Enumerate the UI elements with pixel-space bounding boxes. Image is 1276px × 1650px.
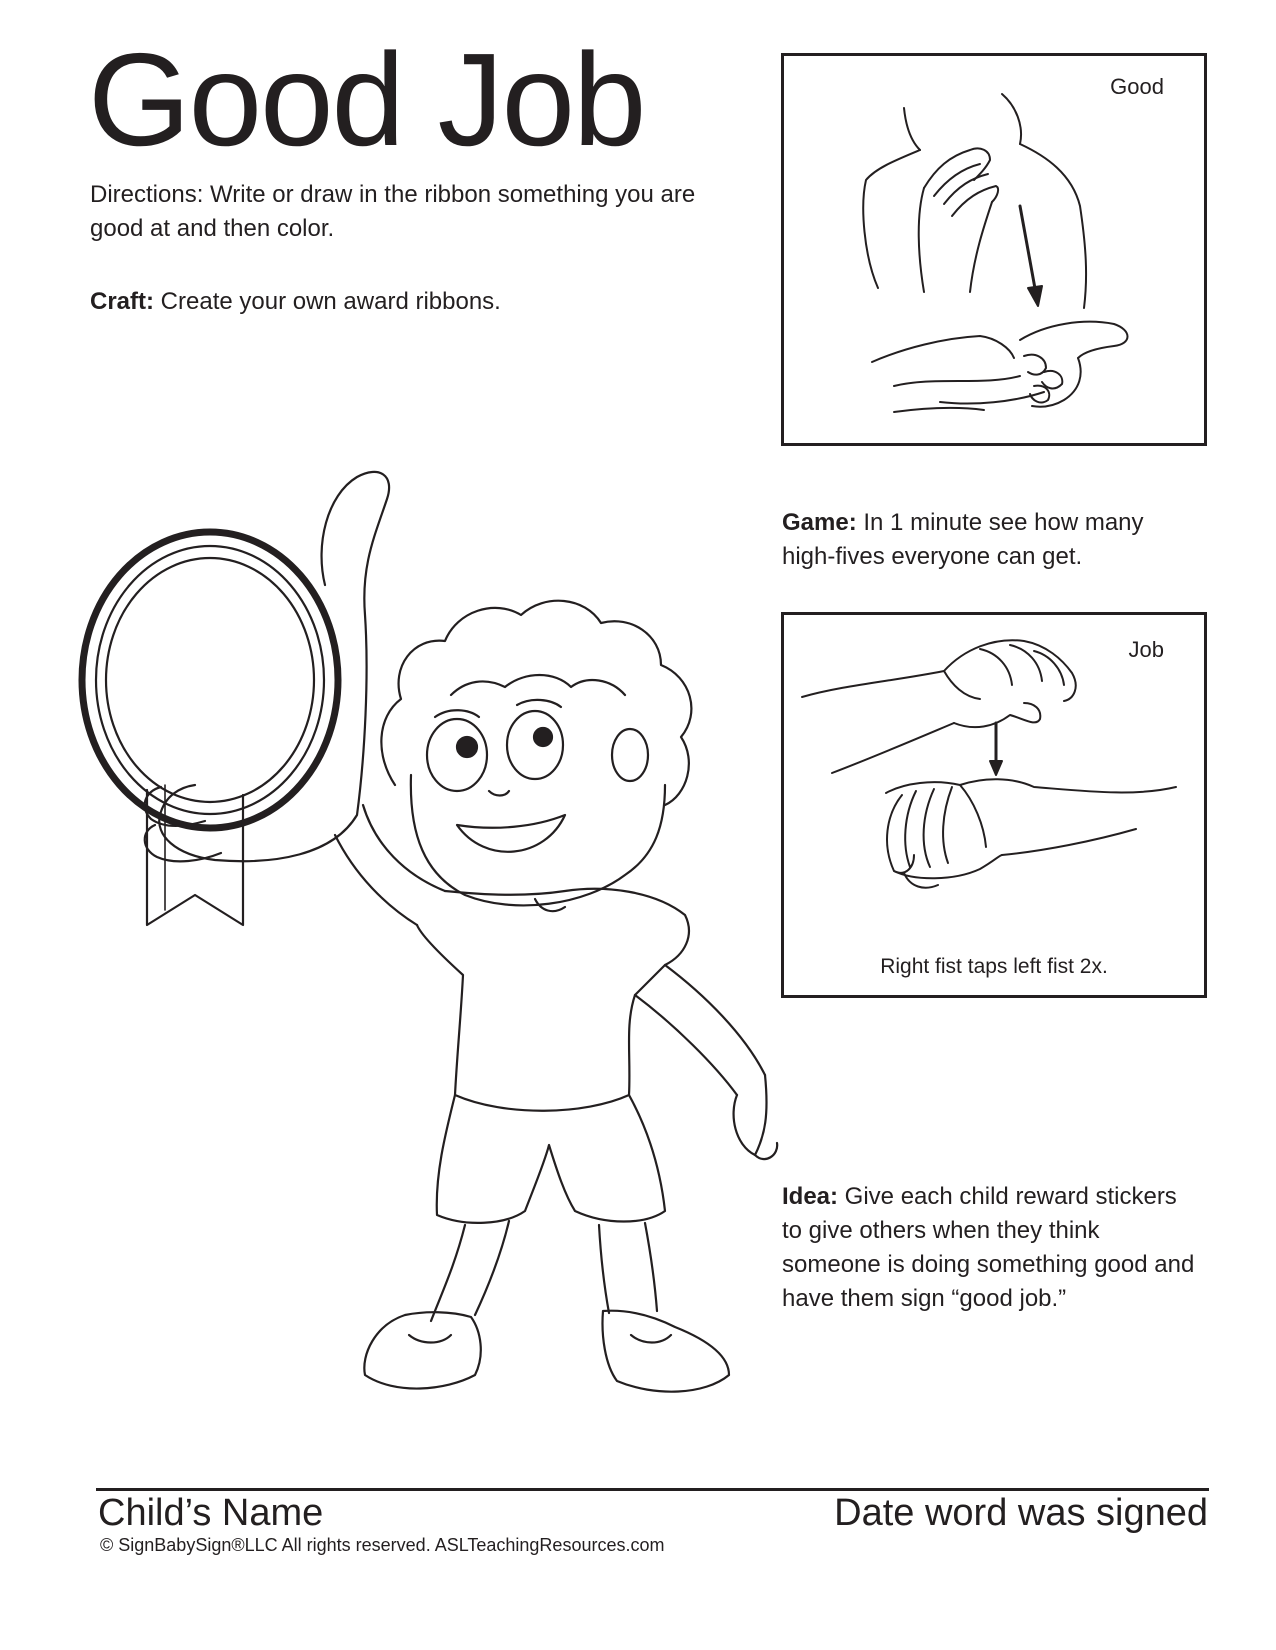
sign-job-box bbox=[781, 612, 1207, 998]
left-eye bbox=[427, 719, 487, 791]
award-ribbon bbox=[82, 532, 338, 925]
craft-text: Create your own award ribbons. bbox=[154, 288, 501, 315]
idea-paragraph bbox=[782, 1180, 1197, 1316]
shirt-outline bbox=[417, 889, 689, 1111]
craft-label: Craft: bbox=[90, 288, 154, 315]
craft-paragraph bbox=[90, 285, 740, 319]
page-title: Good Job bbox=[88, 26, 645, 173]
game-text: In 1 minute see how many high-fives everyone can get. bbox=[782, 509, 1144, 570]
copyright-notice: © SignBabySign®LLC All rights reserved. ASLTeachingResources.com bbox=[100, 1535, 665, 1555]
right-eye bbox=[507, 711, 563, 779]
right-shoe bbox=[603, 1311, 729, 1392]
hair-outline bbox=[381, 601, 691, 805]
good-sign-illustration bbox=[784, 56, 1204, 443]
childs-name-label: Child’s Name bbox=[98, 1492, 324, 1534]
sign-good-label: Good bbox=[1110, 74, 1164, 99]
job-sign-illustration bbox=[784, 615, 1204, 995]
boy-with-ribbon-illustration bbox=[65, 455, 785, 1455]
shorts-outline bbox=[437, 1095, 665, 1223]
directions-text: Directions: Write or draw in the ribbon something you are good at and then color. bbox=[90, 181, 696, 242]
game-label: Game: bbox=[782, 509, 857, 536]
left-shoe bbox=[364, 1312, 480, 1388]
sign-good-box bbox=[781, 53, 1207, 446]
idea-label: Idea: bbox=[782, 1183, 839, 1210]
idea-text: Give each child reward stickers to give others when they think someone is doing something good and have them sign “good job.” bbox=[782, 1183, 1195, 1312]
face-outline bbox=[411, 775, 665, 905]
date-signed-label: Date word was signed bbox=[834, 1492, 1208, 1534]
game-paragraph bbox=[782, 506, 1202, 574]
sign-job-label: Job bbox=[1128, 637, 1164, 662]
sign-job-caption: Right fist taps left fist 2x. bbox=[880, 955, 1108, 978]
